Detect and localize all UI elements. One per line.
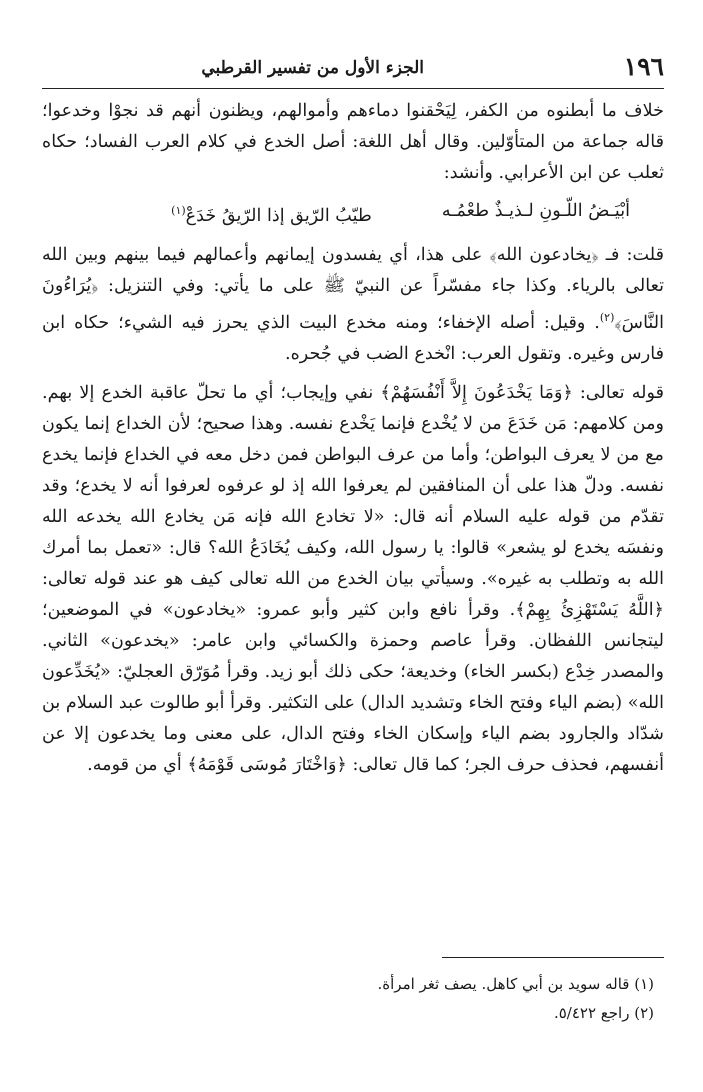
paragraph-2: [42, 240, 664, 370]
verse-second-hemistich: [171, 195, 372, 232]
paragraph-1: خلاف ما أبطنوه من الكفر، لِيَحْقنوا دماءهم وأموالهم، ويظنون أنهم قد نجوْا وخدعوا؛ قاله جماعة من المتأوّلين. وقال أهل اللغة: أصل الخدع في كلام العرب الفساد؛ حكاه ثعلب عن ابن الأعرابي. وأنشد:: [42, 101, 664, 183]
page-number: ١٩٦: [623, 52, 664, 81]
footnote-ref-1: (١): [171, 204, 186, 217]
footnote-divider: [442, 957, 664, 958]
main-text: [42, 96, 664, 781]
verse-second-text: طيّبُ الرّيق إذا الرّيقُ خَدَعْ: [185, 205, 372, 226]
page-header: [42, 52, 664, 89]
running-title: الجزء الأول من تفسير القرطبي: [201, 58, 424, 78]
verse-first-hemistich: أبْيَـضُ اللّـونِ لـذيـذٌ طعْمُـه: [441, 201, 630, 221]
poetry-verse: [42, 195, 664, 232]
paragraph-3: قوله تعالى: ﴿وَمَا يَخْدَعُونَ إِلاَّ أَنْفُسَهُمْ﴾ نفي وإيجاب؛ أي ما تحلّ عاقبة الخدع إلا بهم. ومن كلامهم: مَن خَدَعَ من لا يُخْدع فإنما يَخْدع نفسه. وهذا صحيح؛ لأن الخداع إنما يكون مع من لا يعرف البواطن؛ وأما من عرف البواطن فمن دخل معه في الخداع فإنما يخدع نفسه. ودلّ هذا على أن المنافقين لم يعرفوا الله إذ لو عرفوه لعرفوا أنه لا يخدع؛ وقد تقدّم من قوله عليه السلام أنه قال: «لا تخادع الله فإنه مَن يخادع الله يخدعه الله ونفسَه يخدع لو يشعر» قالوا: يا رسول الله، وكيف يُخَادَعُ الله؟ قال: «تعمل بما أمرك الله به وتطلب به غيره». وسيأتي بيان الخدع من الله تعالى كيف هو عند قوله تعالى: ﴿اللَّهُ يَسْتَهْزِئُ بِهِمْ﴾. وقرأ نافع وابن كثير وأبو عمرو: «يخادعون» في الموضعين؛ ليتجانس اللفظان. وقرأ عاصم وحمزة والكسائي وابن عامر: «يخدعون» الثاني. والمصدر خِدْع (بكسر الخاء) وخديعة؛ حكى ذلك أبو زيد. وقرأ مُوَرّق العجليّ: «يُخَدِّعون الله» (بضم الياء وفتح الخاء وتشديد الدال) على التكثير. وقرأ أبو طالوت عبد السلام بن شدّاد والجارود بضم الياء وإسكان الخاء وفتح الدال، على معنى وما يخدعون إلا عن أنفسهم، فحذف حرف الجر؛ كما قال تعالى: ﴿وَاخْتَارَ مُوسَى قَوْمَهُ﴾ أي من قومه.: [42, 382, 664, 775]
paragraph-2-main: قلت: فـ ﴿يخادعون الله﴾ على هذا، أي يفسدون إيمانهم وأعمالهم فيما بينهم وبين الله تعالى بالرياء. وكذا جاء مفسّراً عن النبيّ ﷺ على ما يأتي: وفي التنزيل: ﴿يُرَاءُونَ النَّاسَ﴾: [42, 244, 664, 333]
paragraph-2-rest: . وقيل: أصله الإخفاء؛ ومنه مخدع البيت الذي يحرز فيه الشيء؛ حكاه ابن فارس وغيره. وتقول العرب: انْخدع الضب في جُحره.: [42, 312, 664, 364]
footnote-2: (٢) راجع ٥/٤٢٢.: [553, 1004, 654, 1022]
footnote-ref-2: (٢): [599, 310, 615, 324]
footnotes: [42, 970, 664, 1028]
footnote-1: (١) قاله سويد بن أبي كاهل. يصف ثغر امرأة.: [377, 975, 654, 993]
